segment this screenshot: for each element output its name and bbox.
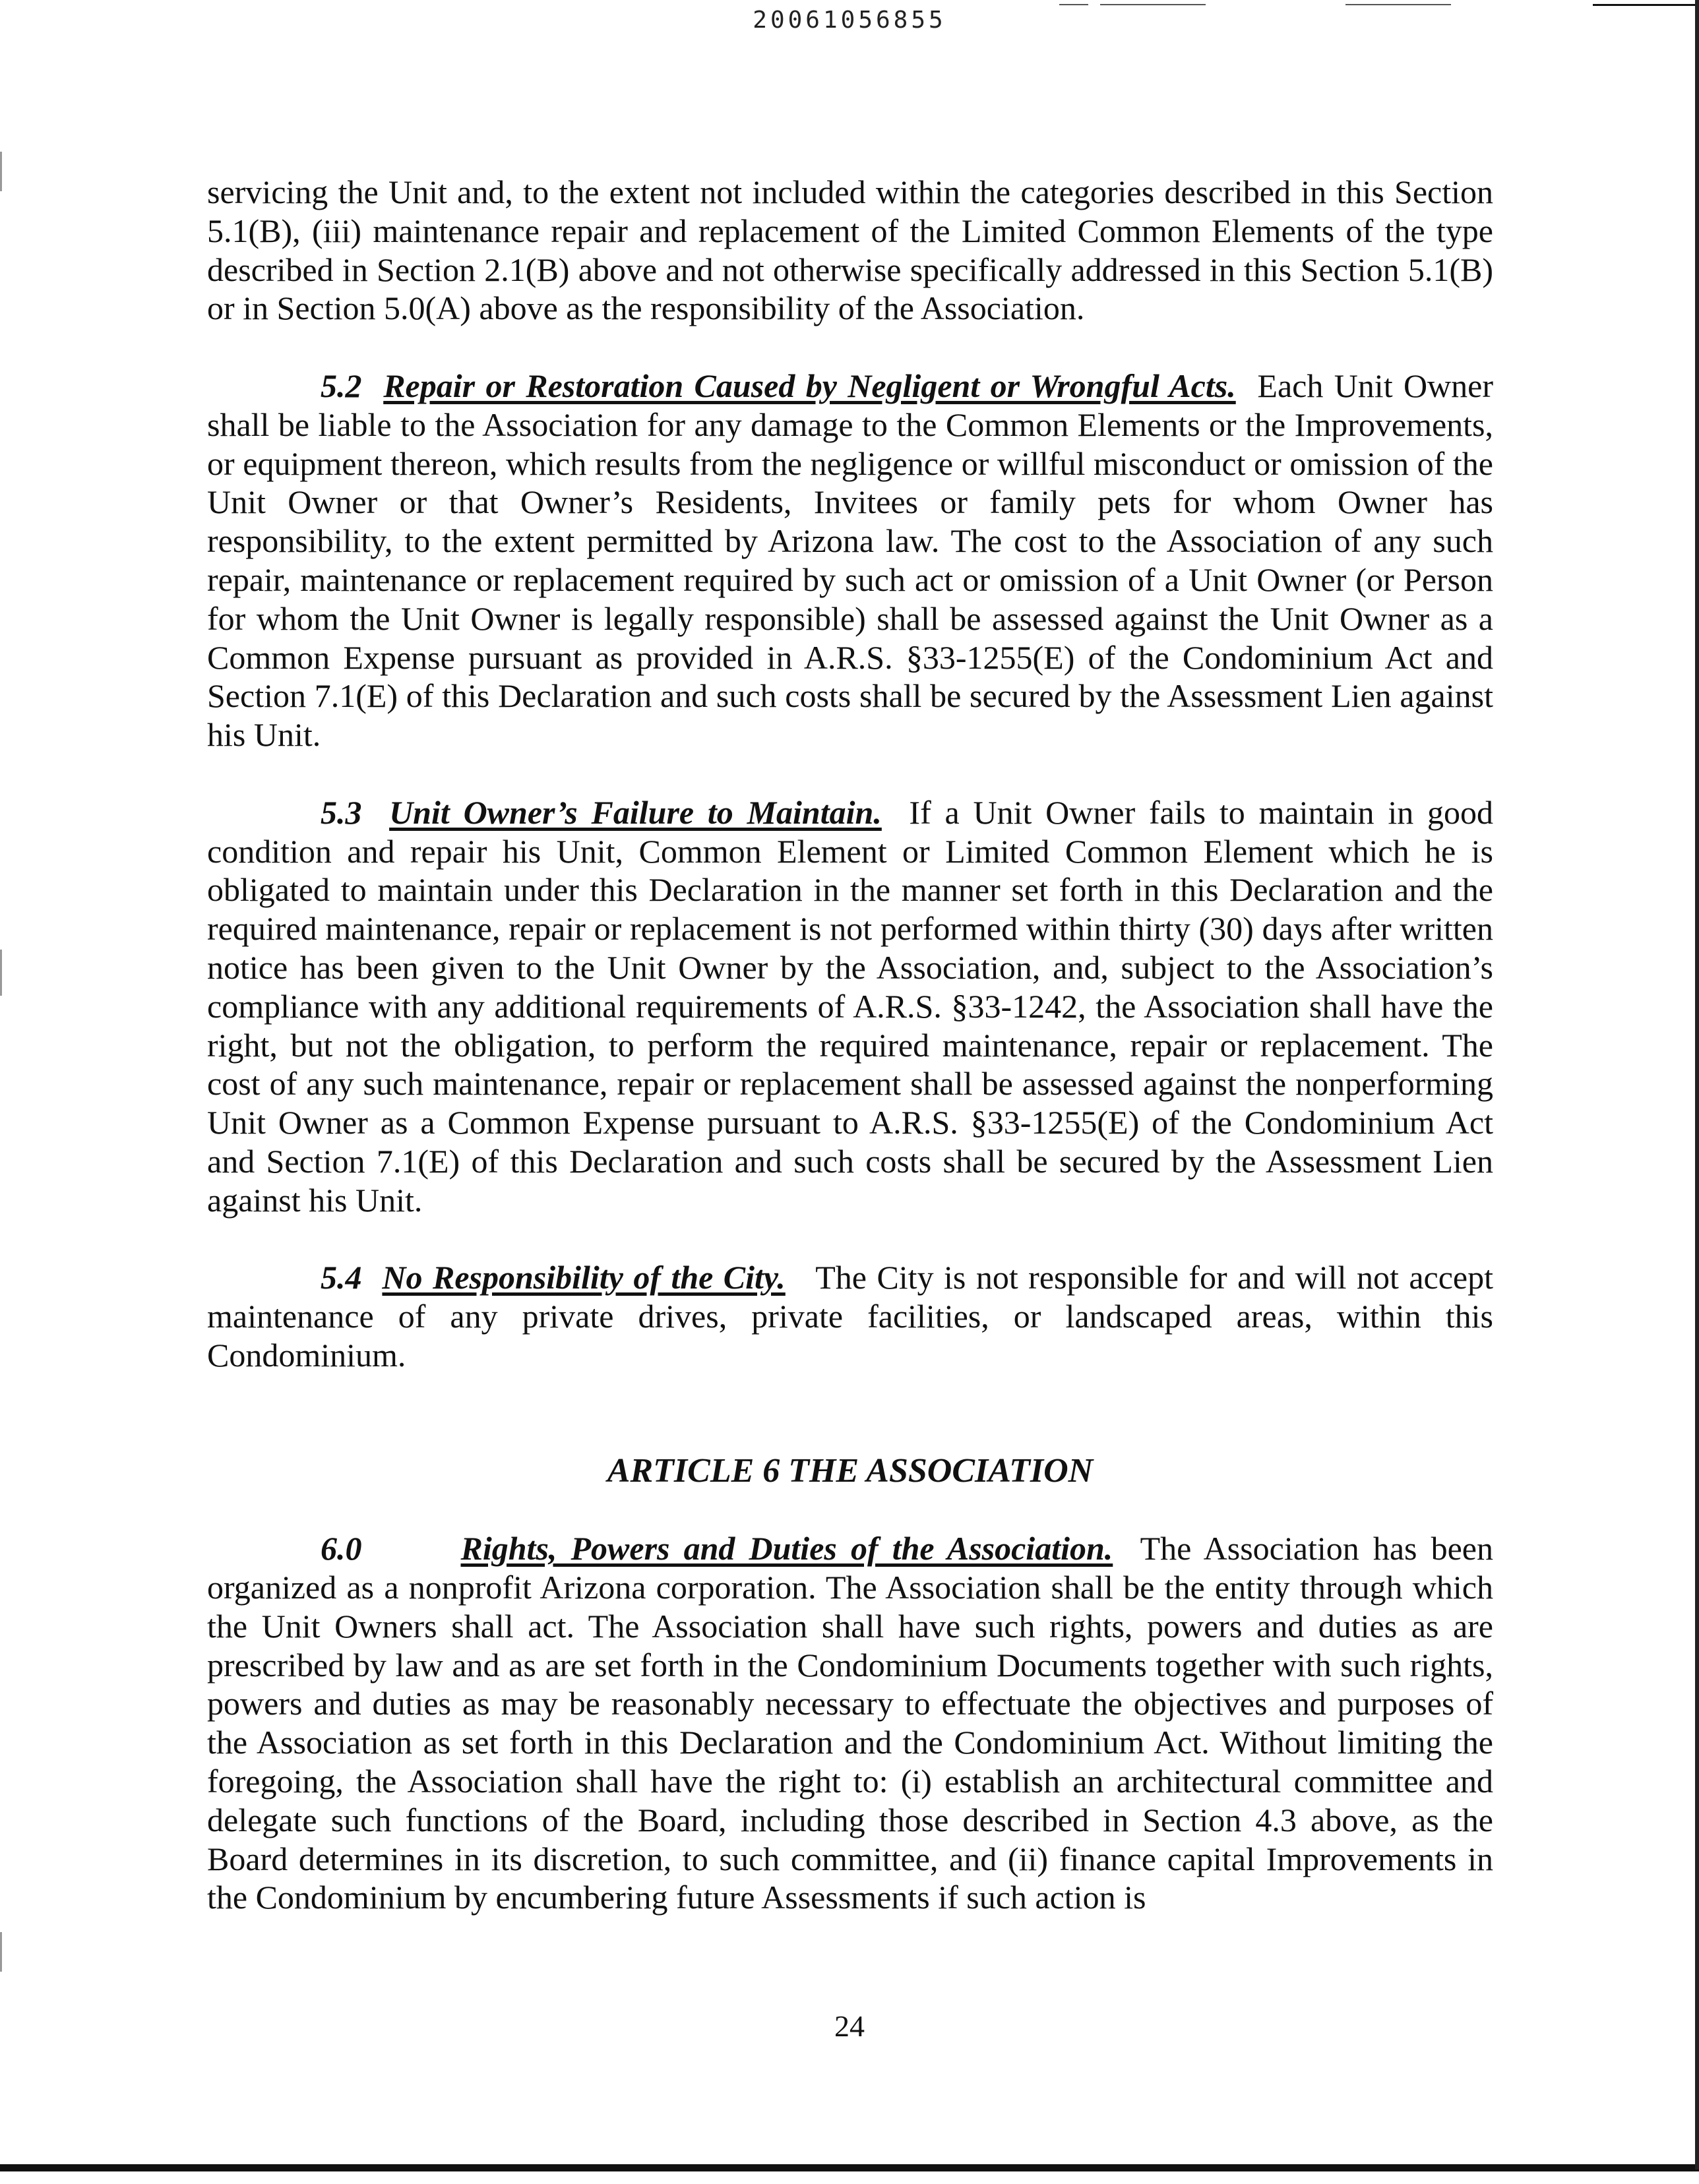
section-5-4 bbox=[207, 1258, 1493, 1374]
section-title: Repair or Restoration Caused by Negligent or Wrongful Acts. bbox=[383, 367, 1236, 404]
scan-edge-mark bbox=[1593, 4, 1698, 6]
section-text: The Association has been organized as a nonprofit Arizona corporation. The Association shall be the entity through which the Unit Owners shall act. The Association shall have such rights, powers and duties as are prescribed by law and as are set forth in the Condominium Documents together with such rights, powers and duties as may be reasonably necessary to effectuate the objectives and purposes of the Association as set forth in this Declaration and the Condominium Act. Without limiting the foregoing, the Association shall have the right to: (i) establish an architectural committee and delegate such functions of the Board, including those described in Section 4.3 above, as the Board determines in its discretion, to such committee, and (ii) finance capital Improvements in the Condominium by encumbering future Assessments if such action is bbox=[207, 1530, 1493, 1916]
paragraph-text: servicing the Unit and, to the extent not included within the categories described in this Section 5.1(B), (iii) maintenance repair and replacement of the Limited Common Elements of the type described in Section 2.1(B) above and not otherwise specifically addressed in this Section 5.1(B) or in Section 5.0(A) above as the responsibility of the Association. bbox=[207, 173, 1493, 327]
document-body bbox=[207, 173, 1493, 1917]
section-text: The City is not responsible for and will not accept maintenance of any private drives, private facilities, or landscaped areas, within this Condominium. bbox=[207, 1259, 1494, 1374]
section-5-2 bbox=[207, 367, 1493, 754]
scan-artifact bbox=[0, 950, 2, 996]
section-text: Each Unit Owner shall be liable to the Association for any damage to the Common Elements or the Improvements, or equipment thereon, which results from the negligence or willful misconduct or omission of the Unit Owner or that Owner’s Residents, Invitees or family pets for whom Owner has responsibility, to the extent permitted by Arizona law. The cost to the Association of any such repair, maintenance or replacement required by such act or omission of a Unit Owner (or Person for whom the Unit Owner is legally responsible) shall be assessed against the Unit Owner as a Common Expense pursuant as provided in A.R.S. §33-1255(E) of the Condominium Act and Section 7.1(E) of this Declaration and such costs shall be secured by the Assessment Lien against his Unit. bbox=[207, 367, 1493, 754]
scan-edge-mark bbox=[1345, 4, 1451, 5]
article-heading: ARTICLE 6 THE ASSOCIATION bbox=[607, 1451, 1094, 1490]
scan-bottom-border bbox=[0, 2164, 1699, 2171]
section-number: 5.3 bbox=[321, 793, 362, 831]
scan-edge-mark bbox=[1100, 4, 1206, 5]
section-title: Rights, Powers and Duties of the Association. bbox=[460, 1530, 1113, 1567]
section-title: Unit Owner’s Failure to Maintain. bbox=[389, 793, 882, 831]
section-5-3 bbox=[207, 793, 1493, 1220]
section-number: 5.4 bbox=[321, 1259, 362, 1296]
recording-number: 20061056855 bbox=[753, 7, 946, 34]
scan-edge-mark bbox=[1059, 4, 1088, 5]
scan-artifact bbox=[0, 1932, 2, 1972]
section-text: If a Unit Owner fails to maintain in good condition and repair his Unit, Common Element or Limited Common Element which he is obligated to maintain under this Declaration in the manner set forth in this Declaration and the required maintenance, repair or replacement is not performed within thirty (30) days after written notice has been given to the Unit Owner by the Association, and, subject to the Association’s compliance with any additional requirements of A.R.S. §33-1242, the Association shall have the right, but not the obligation, to perform the required maintenance, repair or replacement. The cost of any such maintenance, repair or replacement shall be assessed against the nonperforming Unit Owner as a Common Expense pursuant to A.R.S. §33-1255(E) of the Condominium Act and Section 7.1(E) of this Declaration and such costs shall be secured by the Assessment Lien against his Unit. bbox=[207, 793, 1493, 1219]
scan-artifact bbox=[0, 152, 2, 191]
scan-right-border bbox=[1695, 0, 1699, 2169]
section-number: 6.0 bbox=[321, 1530, 362, 1567]
paragraph-continuation bbox=[207, 173, 1493, 328]
section-title: No Responsibility of the City. bbox=[382, 1259, 786, 1296]
section-number: 5.2 bbox=[321, 367, 362, 404]
page-number: 24 bbox=[834, 2009, 865, 2043]
section-6-0 bbox=[207, 1529, 1493, 1917]
